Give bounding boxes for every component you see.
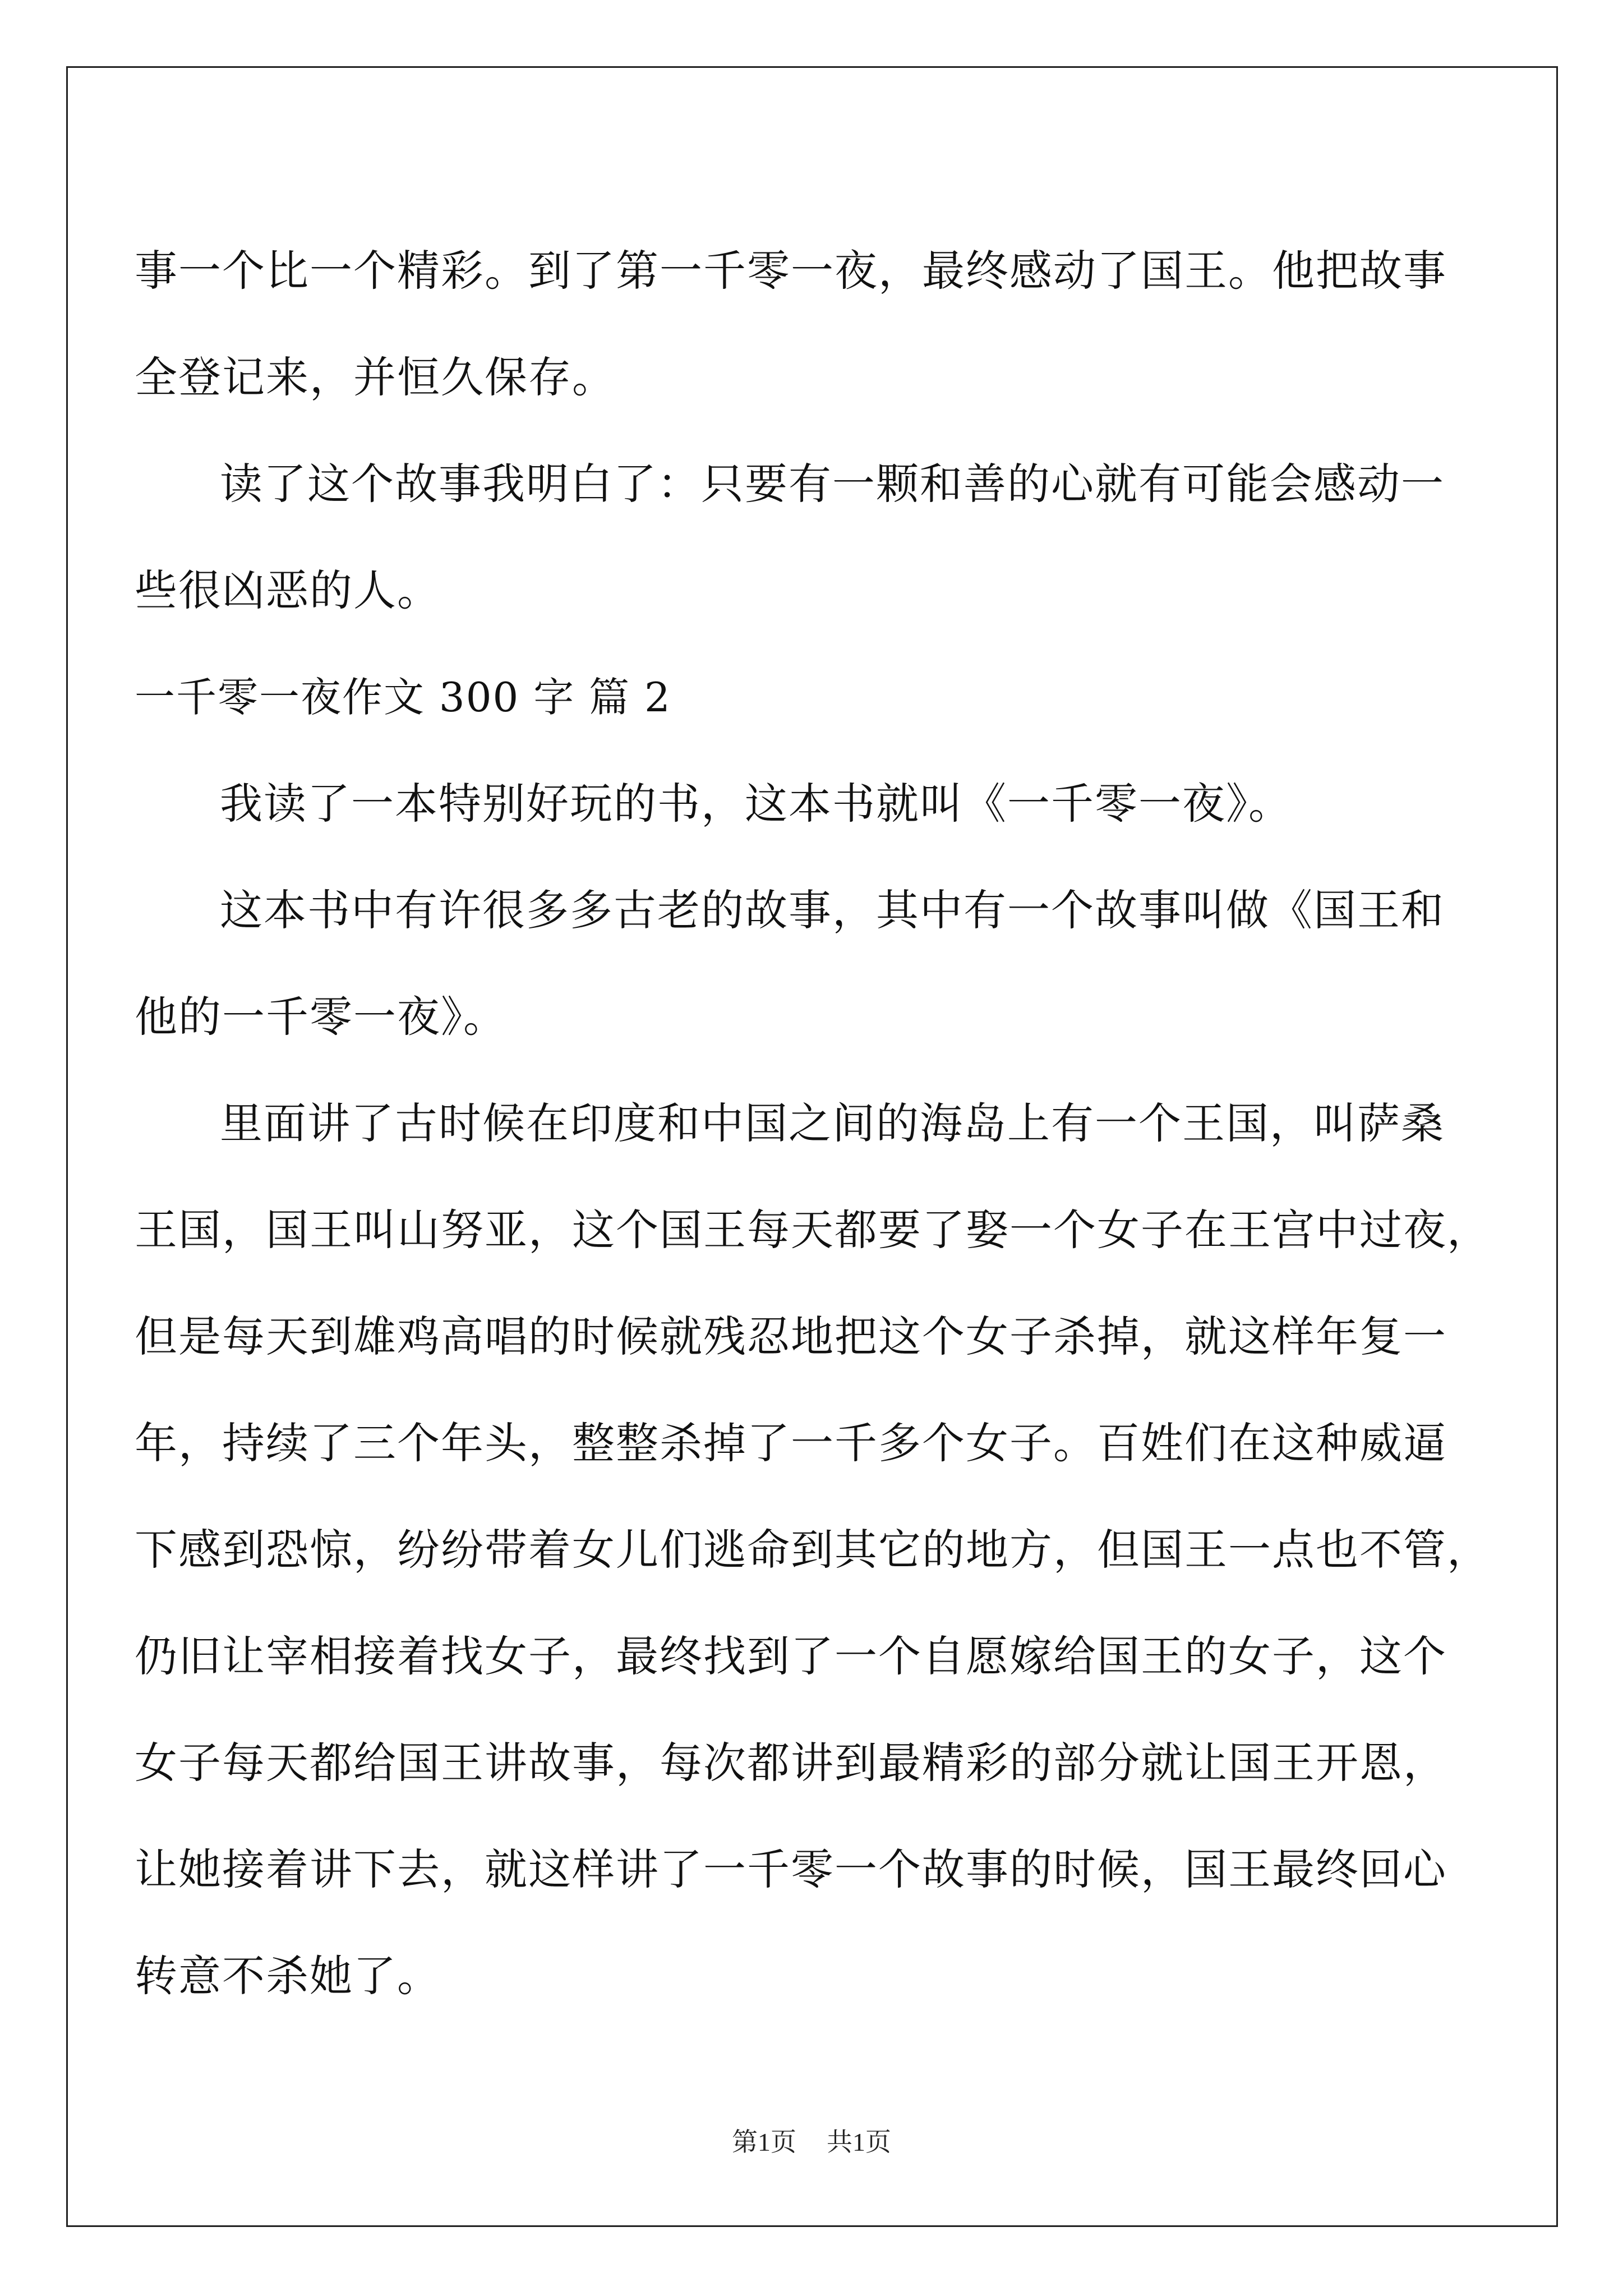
text-line: 年，持续了三个年头，整整杀掉了一千多个女子。百姓们在这种威逼 [135,1418,1447,1468]
text-line: 事一个比一个精彩。到了第一千零一夜，最终感动了国王。他把故事 [135,246,1447,296]
text-line: 些很凶恶的人。 [135,565,441,615]
text-line: 下感到恐惊，纷纷带着女儿们逃命到其它的地方，但国王一点也不管， [135,1525,1491,1575]
text-line: 让她接着讲下去，就这样讲了一千零一个故事的时候，国王最终回心 [135,1844,1447,1894]
text-line: 他的一千零一夜》。 [135,992,507,1042]
text-line: 这本书中有许很多多古老的故事，其中有一个故事叫做《国王和 [220,885,1445,935]
page-number: 第1页 [732,2128,796,2156]
text-line: 转意不杀她了。 [135,1951,441,2001]
text-line: 仍旧让宰相接着找女子，最终找到了一个自愿嫁给国王的女子，这个 [135,1631,1447,1681]
text-line: 里面讲了古时候在印度和中国之间的海岛上有一个王国，叫萨桑 [220,1098,1445,1148]
page-footer [0,2122,1623,2159]
section-heading: 一千零一夜作文 300 字 篇 2 [135,674,671,721]
text-line: 读了这个故事我明白了：只要有一颗和善的心就有可能会感动一 [220,459,1445,509]
text-line: 王国，国王叫山努亚，这个国王每天都要了娶一个女子在王宫中过夜， [135,1205,1491,1255]
page-total: 共1页 [827,2128,891,2156]
text-line: 全登记来，并恒久保存。 [135,352,616,402]
text-line: 女子每天都给国王讲故事，每次都讲到最精彩的部分就让国王开恩， [135,1738,1447,1788]
text-line: 但是每天到雄鸡高唱的时候就残忍地把这个女子杀掉，就这样年复一 [135,1312,1447,1361]
text-line: 我读了一本特别好玩的书，这本书就叫《一千零一夜》。 [220,779,1292,829]
document-body [135,218,1494,2030]
